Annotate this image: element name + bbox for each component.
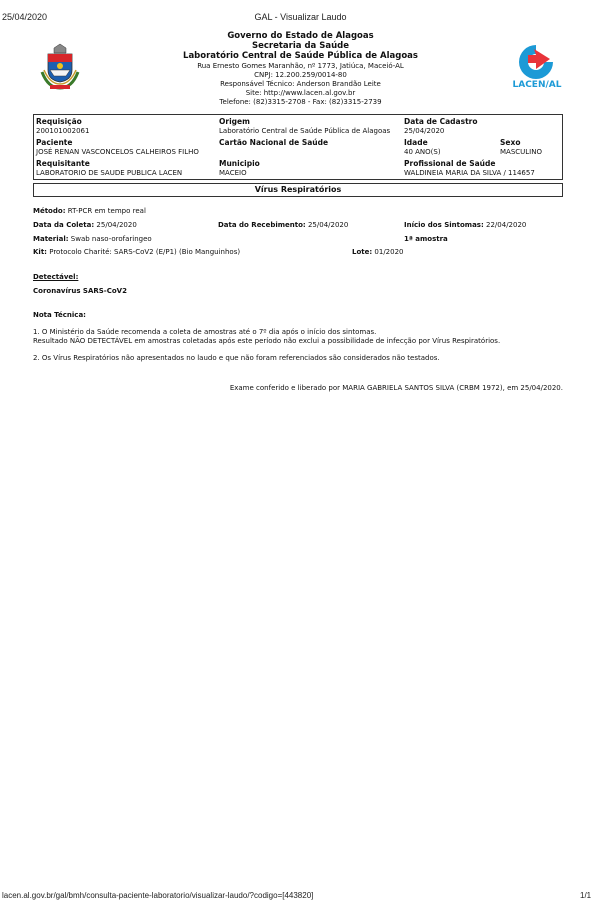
data-cadastro-value: 25/04/2020 (404, 127, 445, 135)
print-url: lacen.al.gov.br/gal/bmh/consulta-paciente-laboratorio/visualizar-laudo/?codigo=[443820] (2, 891, 314, 900)
profissional-value: WALDINEIA MARIA DA SILVA / 114657 (404, 169, 535, 177)
paciente-label: Paciente (36, 138, 73, 147)
requisitante-label: Requisitante (36, 159, 90, 168)
inicio-sintomas-row (404, 221, 526, 229)
lacen-logo-icon (514, 43, 558, 81)
profissional-label: Profissional de Saúde (404, 159, 496, 168)
inicio-sintomas-label: Início dos Sintomas: (404, 221, 484, 229)
origem-label: Origem (219, 117, 250, 126)
requisicao-label: Requisição (36, 117, 82, 126)
kit-row (33, 248, 240, 256)
metodo-label: Método: (33, 207, 66, 215)
header-phone: Telefone: (82)3315-2708 - Fax: (82)3315-2739 (219, 98, 382, 106)
lote-label: Lote: (352, 248, 373, 256)
municipio-label: Municipio (219, 159, 260, 168)
paciente-value: JOSÉ RENAN VASCONCELOS CALHEIROS FILHO (36, 148, 199, 156)
header-address: Rua Ernesto Gomes Maranhão, nº 1773, Jatiúca, Maceió-AL (197, 62, 404, 70)
idade-label: Idade (404, 138, 428, 147)
data-recebimento-label: Data do Recebimento: (218, 221, 306, 229)
result-label: Detectável: (33, 273, 79, 281)
sexo-value: MASCULINO (500, 148, 542, 156)
metodo-row (33, 207, 146, 215)
result-value: Coronavírus SARS-CoV2 (33, 287, 127, 295)
metodo-value: RT-PCR em tempo real (67, 207, 146, 215)
material-label: Material: (33, 235, 69, 243)
kit-value: Protocolo Charité: SARS-CoV2 (E/P1) (Bio Manguinhos) (49, 248, 241, 256)
note2: 2. Os Vírus Respiratórios não apresentados no laudo e que não foram referenciados são considerados não testados. (33, 354, 440, 362)
data-coleta-row (33, 221, 137, 229)
note1-line2: Resultado NÃO DETECTÁVEL em amostras coletadas após este período não exclui a possibilidade de infecção por Vírus Respiratórios. (33, 337, 501, 345)
note1-line1: 1. O Ministério da Saúde recomenda a coleta de amostras até o 7º dia após o início dos sintomas. (33, 328, 377, 336)
material-row (33, 235, 152, 243)
patient-info-box (33, 114, 563, 180)
header-secretariat: Secretaria da Saúde (251, 41, 350, 51)
kit-label: Kit: (33, 248, 47, 256)
header-site: Site: http://www.lacen.al.gov.br (245, 89, 356, 97)
print-date: 25/04/2020 (2, 12, 48, 22)
requisitante-value: LABORATORIO DE SAUDE PUBLICA LACEN (36, 169, 183, 177)
cartao-label: Cartão Nacional de Saúde (219, 138, 329, 147)
origem-value: Laboratório Central de Saúde Pública de Alagoas (219, 127, 391, 135)
header-responsible: Responsável Técnico: Anderson Brandão Leite (220, 80, 381, 88)
sexo-label: Sexo (500, 138, 521, 147)
lacen-logo-text: LACEN/AL (512, 80, 562, 90)
municipio-value: MACEIO (219, 169, 247, 177)
signature-line: Exame conferido e liberado por MARIA GABRIELA SANTOS SILVA (CRBM 1972), em 25/04/2020. (229, 384, 563, 392)
amostra (404, 235, 448, 243)
inicio-sintomas-value: 22/04/2020 (486, 221, 527, 229)
data-recebimento-value: 25/04/2020 (307, 221, 349, 229)
data-cadastro-label: Data de Cadastro (404, 117, 478, 126)
requisicao-value: 200101002061 (36, 127, 90, 135)
print-window-title: GAL - Visualizar Laudo (254, 12, 347, 22)
data-coleta-label: Data da Coleta: (33, 221, 95, 229)
section-title: Vírus Respiratórios (33, 183, 563, 197)
lote-value: 01/2020 (374, 248, 404, 256)
idade-value: 40 ANO(S) (404, 148, 441, 156)
amostra-value: 1ª amostra (404, 235, 448, 243)
data-recebimento-row (218, 221, 348, 229)
material-value: Swab naso-orofaringeo (70, 235, 152, 243)
print-page-number: 1/1 (580, 891, 592, 900)
notes-title: Nota Técnica: (33, 311, 86, 319)
data-coleta-value: 25/04/2020 (96, 221, 137, 229)
header-cnpj: CNPJ: 12.200.259/0014-80 (254, 71, 347, 79)
lote-row (352, 248, 404, 256)
header-laboratory: Laboratório Central de Saúde Pública de Alagoas (183, 51, 418, 61)
header-government: Governo do Estado de Alagoas (227, 31, 374, 41)
